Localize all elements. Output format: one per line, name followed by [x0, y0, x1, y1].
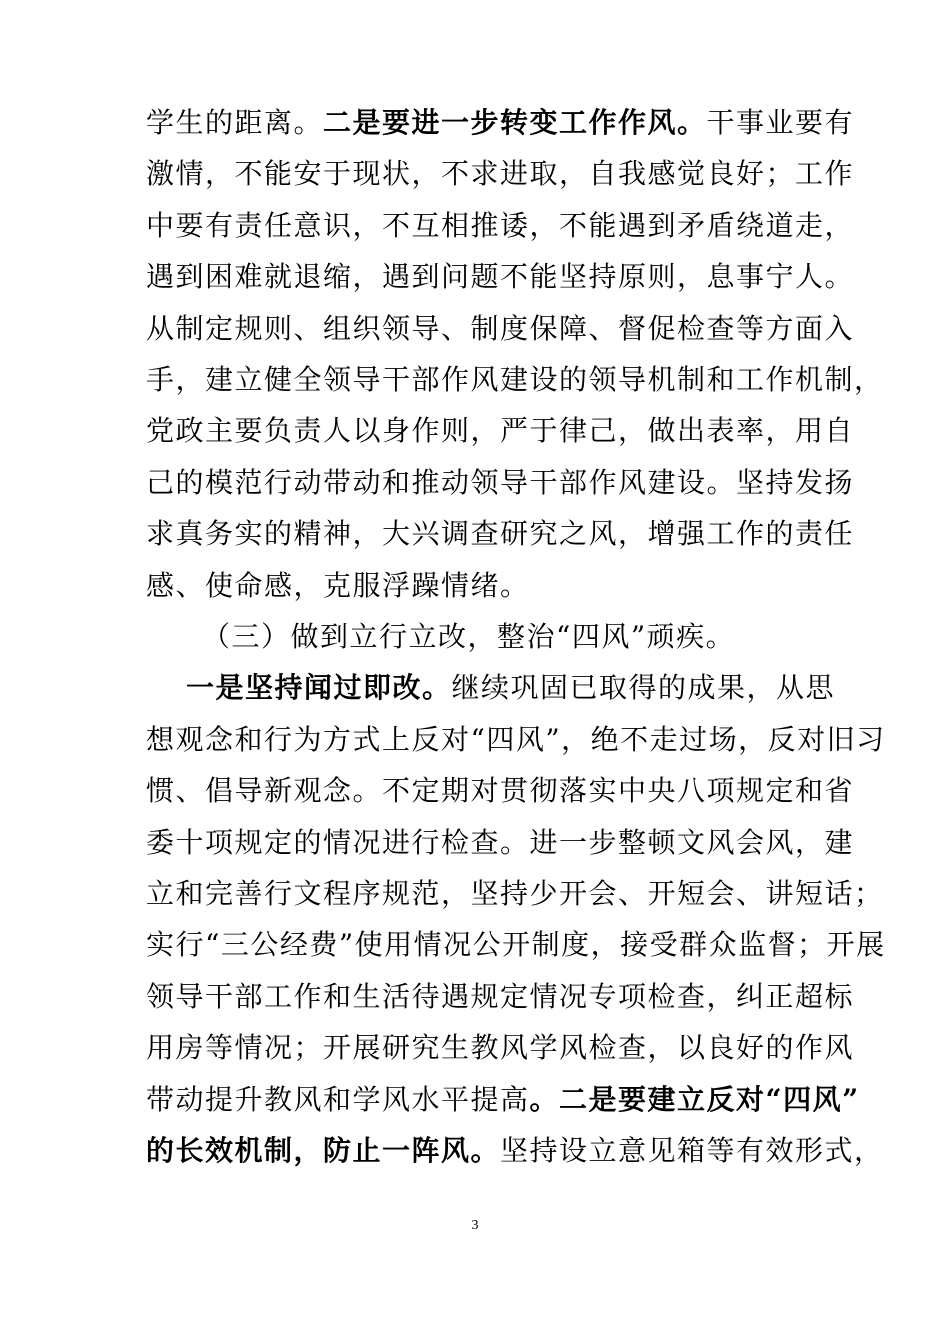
text-run: 想观念和行为方式上反对“四风”，绝不走过场，反对旧习 — [146, 722, 886, 756]
text-run: 带动提升教风和学风水平提高 — [146, 1082, 530, 1116]
text-line — [146, 771, 855, 811]
bold-text-run: 。二是要建立反对“四风” — [529, 1082, 860, 1116]
text-line — [146, 720, 886, 760]
text-line — [146, 925, 886, 965]
bold-text-run: 一是坚持闻过即改。 — [186, 671, 452, 705]
text-run: 学生的距离。 — [146, 106, 324, 139]
text-line — [146, 823, 855, 863]
text-line — [146, 874, 884, 914]
text-run: 用房等情况；开展研究生教风学风检查，以良好的作风 — [146, 1031, 855, 1065]
text-run: 领导干部工作和生活待遇规定情况专项检查，纠正超标 — [146, 979, 855, 1013]
text-line — [146, 1131, 884, 1171]
text-run: 干事业要有 — [706, 106, 855, 139]
text-line — [202, 617, 868, 657]
text-line — [146, 514, 855, 554]
text-run: 中要有责任意识，不互相推诿，不能遇到矛盾绕道走， — [146, 208, 855, 242]
text-run: 己的模范行动带动和推动领导干部作风建设。坚持发扬 — [146, 465, 855, 499]
text-run: （三）做到立行立改，整治“四风”顽疾。 — [202, 620, 736, 653]
text-line — [146, 309, 855, 349]
text-run: 求真务实的精神，大兴调查研究之风，增强工作的责任 — [146, 517, 855, 551]
text-line — [146, 154, 855, 194]
text-run: 党政主要负责人以身作则，严于律己，做出表率，用自 — [146, 414, 855, 448]
text-run: 激情，不能安于现状，不求进取，自我感觉良好；工作 — [146, 157, 855, 191]
text-line — [146, 1080, 860, 1120]
text-line — [186, 668, 852, 708]
text-line — [146, 411, 855, 451]
text-run: 委十项规定的情况进行检查。进一步整顿文风会风，建 — [146, 825, 855, 859]
text-run: 实行“三公经费”使用情况公开制度，接受群众监督；开展 — [146, 928, 886, 962]
text-line — [146, 360, 884, 400]
text-run: 坚持设立意见箱等有效形式， — [500, 1134, 884, 1167]
text-line — [146, 977, 855, 1017]
bold-text-run: 的长效机制，防止一阵风。 — [146, 1134, 501, 1167]
text-run: 惯、倡导新观念。不定期对贯彻落实中央八项规定和省 — [146, 774, 855, 808]
text-run: 感、使命感，克服浮躁情绪。 — [146, 568, 530, 602]
text-run: 继续巩固已取得的成果，从思 — [451, 671, 836, 705]
text-line — [146, 103, 855, 143]
text-line — [146, 463, 855, 503]
text-run: 立和完善行文程序规范，坚持少开会、开短会、讲短话； — [146, 877, 884, 910]
text-line — [146, 257, 855, 297]
text-line — [146, 206, 855, 246]
page-number: 3 — [471, 1218, 479, 1233]
text-run: 手，建立健全领导干部作风建设的领导机制和工作机制， — [146, 363, 884, 396]
text-run: 遇到困难就退缩，遇到问题不能坚持原则，息事宁人。 — [146, 260, 855, 294]
bold-text-run: 二是要进一步转变工作作风。 — [323, 106, 707, 139]
text-run: 从制定规则、组织领导、制度保障、督促检查等方面入 — [146, 311, 855, 345]
text-line — [146, 1028, 855, 1068]
text-line — [146, 566, 812, 606]
